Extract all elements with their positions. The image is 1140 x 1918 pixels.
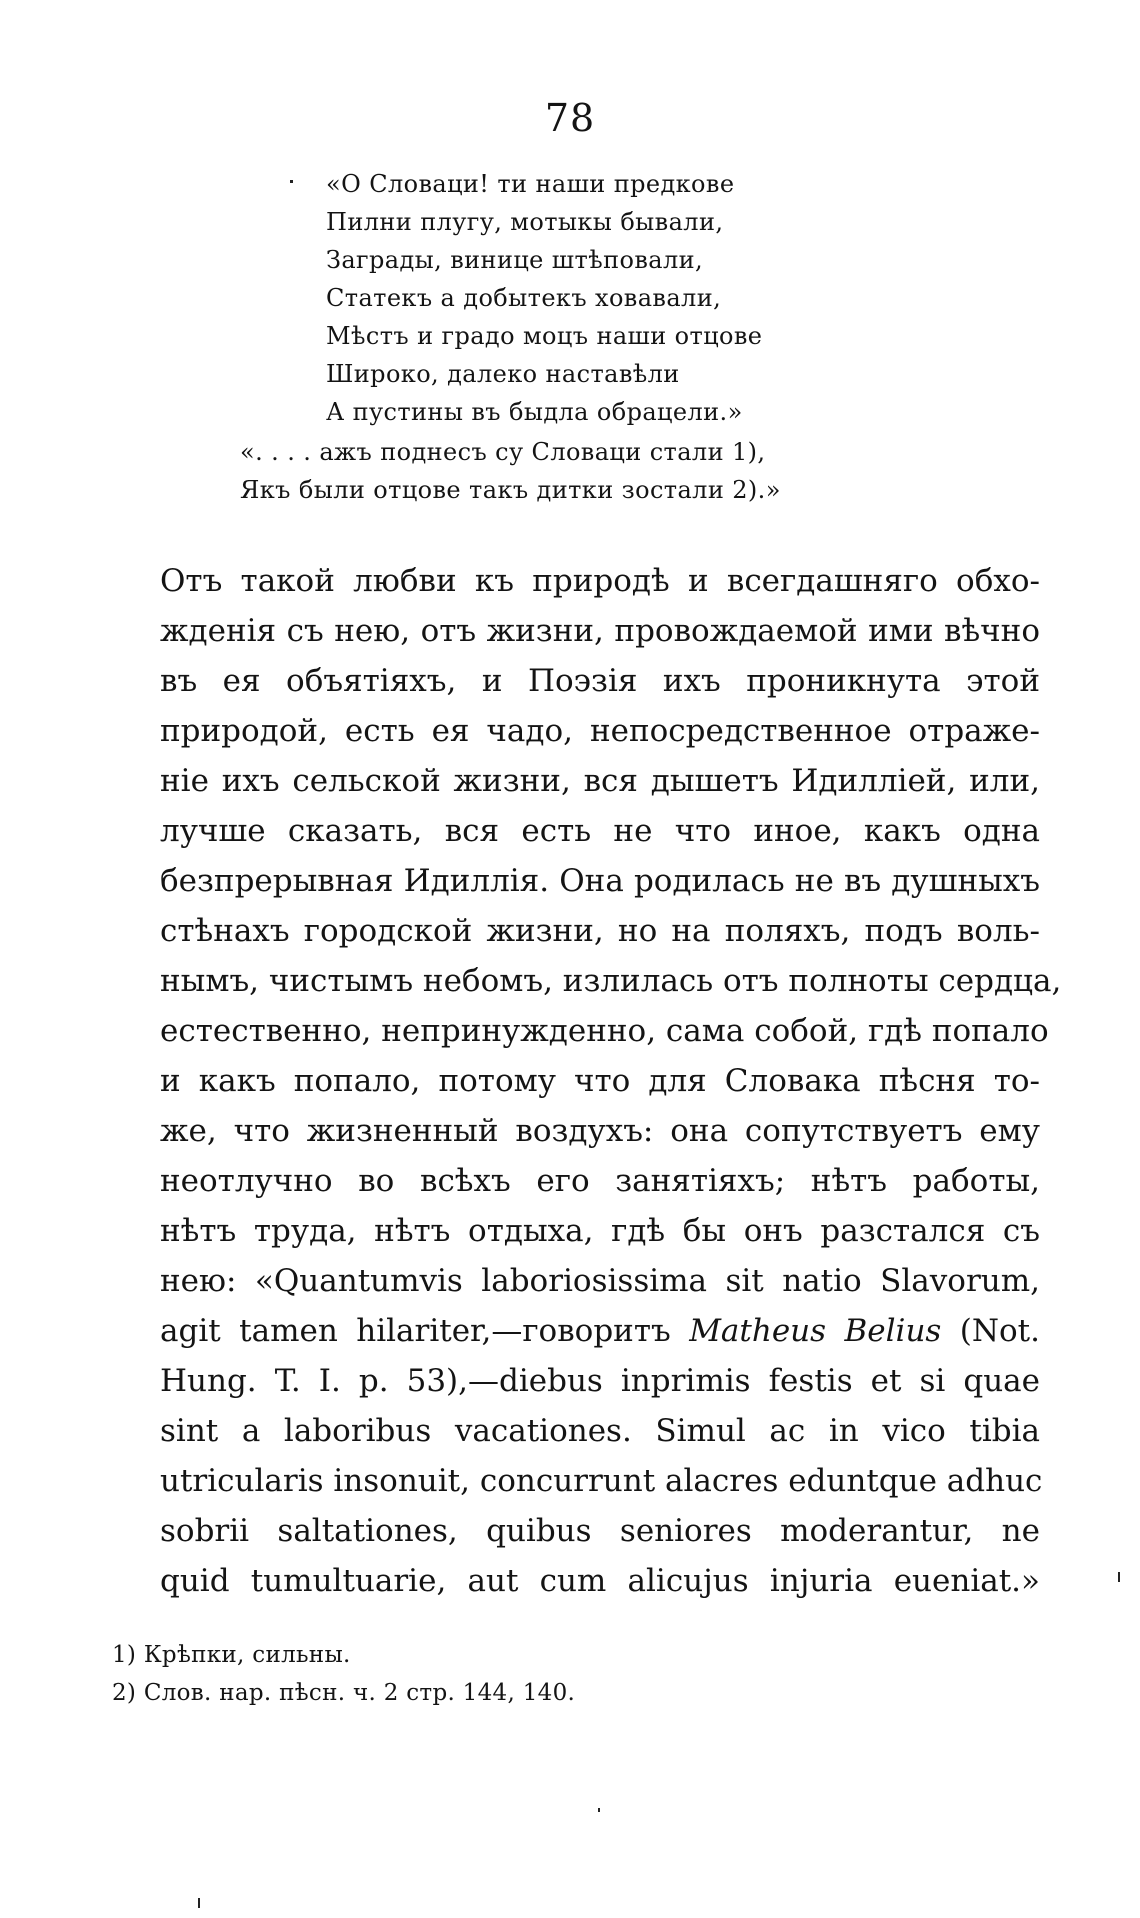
poem-line: А пустины въ быдла обрацели.» [326, 398, 743, 426]
print-speck [290, 180, 293, 183]
citation-lead-text: agit tamen hilariter,—говоритъ [160, 1313, 671, 1349]
paragraph-line: жденія съ нею, отъ жизни, провождаемой ими вѣчно [160, 613, 1040, 649]
main-paragraph [160, 556, 1062, 1606]
page-number: 78 [544, 96, 596, 140]
paragraph-line: безпрерывная Идиллія. Она родилась не въ душныхъ [160, 863, 1040, 899]
poem-line: Широко, далеко наставѣли [326, 360, 680, 388]
paragraph-line: естественно, непринужденно, сама собой, гдѣ попало [160, 1013, 1049, 1049]
paragraph-line: Отъ такой любви къ природѣ и всегдашняго обхо- [160, 563, 1040, 599]
poem-line: «О Словаци! ти наши предкове [326, 170, 735, 198]
poem-line: Пилни плугу, мотыкы бывали, [326, 208, 724, 236]
paragraph-line: sint a laboribus vacationes. Simul ac in vico tibia [160, 1413, 1040, 1449]
paragraph-line: sobrii saltationes, quibus seniores moderantur, ne [160, 1513, 1040, 1549]
paragraph-line: стѣнахъ городской жизни, но на поляхъ, подъ воль- [160, 913, 1040, 949]
paragraph-line: quid tumultuarie, aut cum alicujus injuria eueniat.» [160, 1563, 1040, 1599]
paragraph-line: и какъ попало, потому что для Словака пѣсня то- [160, 1063, 1040, 1099]
paragraph-line: въ ея объятіяхъ, и Поэзія ихъ проникнута этой [160, 663, 1040, 699]
print-speck [598, 1808, 600, 1812]
poem-line: Мѣстъ и градо моцъ наши отцове [326, 322, 763, 350]
poem-line: «. . . . ажъ поднесъ су Словаци стали 1), [240, 438, 766, 466]
paragraph-line: же, что жизненный воздухъ: она сопутствуетъ ему [160, 1113, 1040, 1149]
poem-line: Статекъ а добытекъ ховавали, [326, 284, 722, 312]
footnote-2: 2) Слов. нар. пѣсн. ч. 2 стр. 144, 140. [112, 1680, 576, 1706]
paragraph-line: природой, есть ея чадо, непосредственное отраже- [160, 713, 1040, 749]
paragraph-line: нѣтъ труда, нѣтъ отдыха, гдѣ бы онъ разстался съ [160, 1213, 1040, 1249]
paragraph-line: Hung. T. I. p. 53),—diebus inprimis festis et si quae [160, 1363, 1040, 1399]
paragraph-line-citation [160, 1306, 1040, 1356]
citation-tail-text: (Not. [959, 1313, 1040, 1349]
footnote-1: 1) Крѣпки, сильны. [112, 1642, 351, 1668]
paragraph-line: неотлучно во всѣхъ его занятіяхъ; нѣтъ работы, [160, 1163, 1040, 1199]
poem-line: Заграды, винице штѣповали, [326, 246, 704, 274]
cited-author: Matheus Belius [689, 1313, 942, 1349]
print-speck [198, 1898, 200, 1908]
paragraph-line: ніе ихъ сельской жизни, вся дышетъ Идиллiей, или, [160, 763, 1040, 799]
print-speck [1118, 1572, 1120, 1582]
paragraph-line: нымъ, чистымъ небомъ, излилась отъ полноты сердца, [160, 963, 1062, 999]
paragraph-line: utricularis insonuit, concurrunt alacres eduntque adhuc [160, 1463, 1043, 1499]
poem-line: Якъ были отцове такъ дитки зостали 2).» [240, 476, 781, 504]
paragraph-line: нею: «Quantumvis laboriosissima sit natio Slavorum, [160, 1263, 1040, 1299]
paragraph-line: лучше сказать, вся есть не что иное, какъ одна [160, 813, 1040, 849]
